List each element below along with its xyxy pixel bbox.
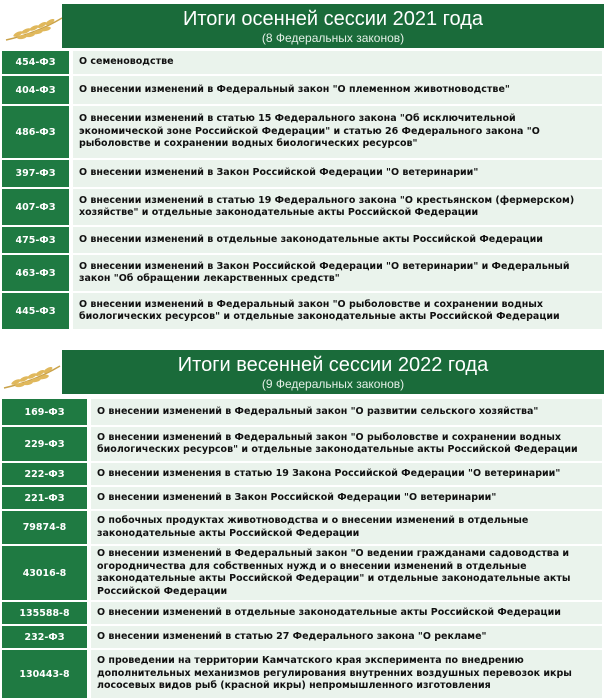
table-row [1,625,603,649]
table-row [1,188,603,226]
law-title: О проведении на территории Камчатского края эксперимента по внедрению дополнительных механизмов регулирования внутренних воздушных перевозок икры лососевых видов рыб (красной икры) непромышленного изготовления [89,649,603,699]
law-title: О семеноводстве [71,50,603,75]
law-code: 43016-8 [1,545,89,601]
law-title: О внесении изменений в отдельные законодательные акты Российской Федерации [89,601,603,625]
law-code: 221-ФЗ [1,486,89,510]
table-row [1,50,603,75]
law-code: 222-ФЗ [1,462,89,486]
table-row [1,292,603,330]
autumn-session-banner [62,4,604,48]
table-row [1,75,603,105]
spring-laws-table [0,397,604,700]
table-row [1,486,603,510]
law-title: О внесении изменений в Федеральный закон "О развитии сельского хозяйства" [89,398,603,426]
law-title: О внесении изменений в статью 27 Федерального закона "О рекламе" [89,625,603,649]
law-code: 407-ФЗ [1,188,71,226]
autumn-laws-table [0,49,604,331]
law-code: 463-ФЗ [1,254,71,292]
table-row [1,426,603,462]
autumn-session-subtitle: (8 Федеральных законов) [261,31,405,45]
table-row [1,398,603,426]
law-code: 454-ФЗ [1,50,71,75]
law-code: 79874-8 [1,510,89,545]
law-code: 475-ФЗ [1,226,71,254]
law-code: 130443-8 [1,649,89,699]
table-row [1,105,603,159]
spring-session-subtitle: (9 Федеральных законов) [261,377,405,391]
wheat-icon [2,358,62,392]
table-row [1,254,603,292]
law-code: 397-ФЗ [1,159,71,188]
spring-session-title: Итоги весенней сессии 2022 года [177,354,489,376]
table-row [1,649,603,699]
table-row [1,226,603,254]
law-title: О внесении изменений в Закон Российской Федерации "О ветеринарии" [89,486,603,510]
law-code: 135588-8 [1,601,89,625]
law-title: О внесении изменений в Федеральный закон "О племенном животноводстве" [71,75,603,105]
law-code: 486-ФЗ [1,105,71,159]
spring-session-banner [62,350,604,394]
law-title: О внесении изменений в статью 15 Федерального закона "Об исключительной экономической зоне Российской Федерации" и статью 26 Федерального закона "О рыболовстве и сохранении водных биологических ресурсов" [71,105,603,159]
law-title: О внесении изменений в Федеральный закон "О рыболовстве и сохранении водных биологических ресурсов" и отдельные законодательные акты Российской Федерации [89,426,603,462]
law-code: 404-ФЗ [1,75,71,105]
law-code: 445-ФЗ [1,292,71,330]
law-title: О внесении изменений в Закон Российской Федерации "О ветеринарии" и Федеральный закон "Об обращении лекарственных средств" [71,254,603,292]
law-title: О внесении изменений в отдельные законодательные акты Российской Федерации [71,226,603,254]
table-row [1,510,603,545]
law-title: О внесении изменения в статью 19 Закона Российской Федерации "О ветеринарии" [89,462,603,486]
law-code: 169-ФЗ [1,398,89,426]
law-title: О внесении изменений в Закон Российской Федерации "О ветеринарии" [71,159,603,188]
law-code: 232-ФЗ [1,625,89,649]
wheat-icon [4,10,64,44]
table-row [1,159,603,188]
autumn-session-title: Итоги осенней сессии 2021 года [182,8,484,30]
table-row [1,601,603,625]
law-title: О побочных продуктах животноводства и о внесении изменений в отдельные законодательные акты Российской Федерации [89,510,603,545]
table-row [1,545,603,601]
law-title: О внесении изменений в Федеральный закон "О ведении гражданами садоводства и огородничества для собственных нужд и о внесении изменений в отдельные законодательные акты Российской Федерации" и отдельные законодательные акты Российской Федерации [89,545,603,601]
law-title: О внесении изменений в Федеральный закон "О рыболовстве и сохранении водных биологических ресурсов" и отдельные законодательные акты Российской Федерации [71,292,603,330]
law-title: О внесении изменений в статью 19 Федерального закона "О крестьянском (фермерском) хозяйстве" и отдельные законодательные акты Российской Федерации [71,188,603,226]
law-code: 229-ФЗ [1,426,89,462]
table-row [1,462,603,486]
